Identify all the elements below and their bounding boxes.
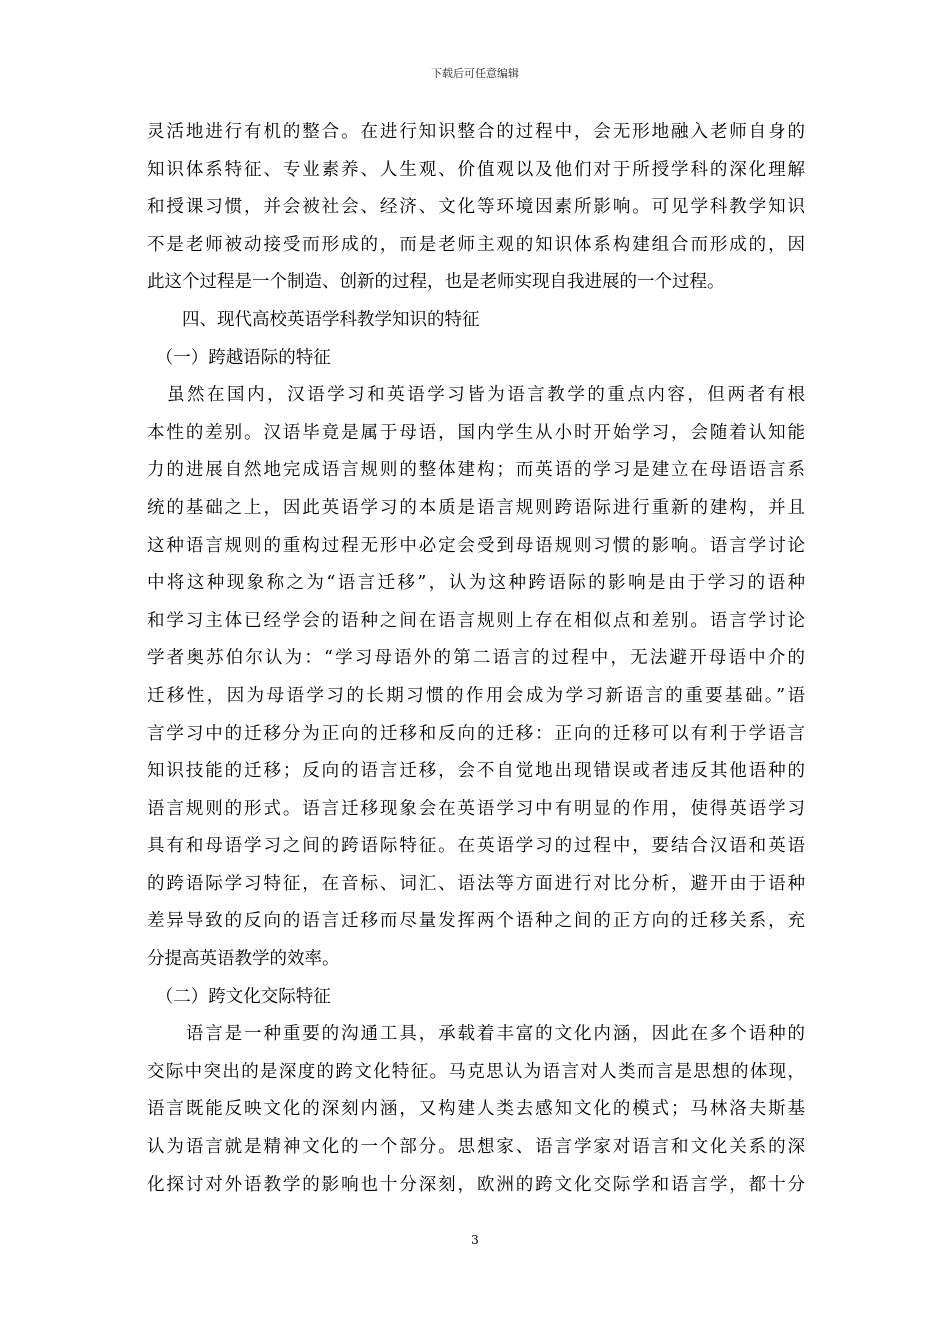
heading-line: （一）跨越语际的特征 [147, 347, 331, 368]
text-line: 知识体系特征、专业素养、人生观、价值观以及他们对于所授学科的深化理解 [147, 159, 805, 180]
paragraph [147, 1016, 805, 1204]
section-heading [147, 302, 805, 340]
subsection-heading [147, 340, 805, 378]
heading-line: （二）跨文化交际特征 [147, 986, 331, 1007]
text-line: 和学习主体已经学会的语种之间在语言规则上存在相似点和差别。语言学讨论 [147, 610, 805, 631]
subsection-heading [147, 979, 805, 1017]
text-line: 认为语言就是精神文化的一个部分。思想家、语言学家对语言和文化关系的深 [147, 1137, 805, 1158]
text-line: 灵活地进行有机的整合。在进行知识整合的过程中，会无形地融入老师自身的 [147, 122, 805, 142]
text-line: 分提高英语教学的效率。 [147, 949, 340, 970]
text-line: 知识技能的迁移；反向的语言迁移，会不自觉地出现错误或者违反其他语种的 [147, 761, 805, 782]
paragraph [147, 377, 805, 979]
text-line: 差异导致的反向的语言迁移而尽量发挥两个语种之间的正方向的迁移关系，充 [147, 911, 805, 932]
page-number: 3 [471, 1233, 479, 1247]
heading-line: 四、现代高校英语学科教学知识的特征 [147, 309, 480, 330]
text-line: 化探讨对外语教学的影响也十分深刻，欧洲的跨文化交际学和语言学，都十分 [147, 1174, 805, 1195]
text-line: 本性的差别。汉语毕竟是属于母语，国内学生从小时开始学习，会随着认知能 [147, 422, 805, 443]
text-line: 语言既能反映文化的深刻内涵，又构建人类去感知文化的模式；马林洛夫斯基 [147, 1099, 805, 1120]
text-line: 虽然在国内，汉语学习和英语学习皆为语言教学的重点内容，但两者有根 [147, 385, 805, 406]
text-line: 中将这种现象称之为“语言迁移”，认为这种跨语际的影响是由于学习的语种 [147, 573, 805, 594]
text-line: 不是老师被动接受而形成的，而是老师主观的知识体系构建组合而形成的，因 [147, 234, 805, 255]
text-line: 力的进展自然地完成语言规则的整体建构；而英语的学习是建立在母语语言系 [147, 460, 805, 481]
text-line: 语言规则的形式。语言迁移现象会在英语学习中有明显的作用，使得英语学习 [147, 798, 805, 819]
text-line: 具有和母语学习之间的跨语际特征。在英语学习的过程中，要结合汉语和英语 [147, 836, 805, 857]
text-line: 语言是一种重要的沟通工具，承载着丰富的文化内涵，因此在多个语种的 [147, 1024, 805, 1045]
text-line: 交际中突出的是深度的跨文化特征。马克思认为语言对人类而言是思想的体现， [147, 1061, 805, 1082]
text-line: 言学习中的迁移分为正向的迁移和反向的迁移：正向的迁移可以有利于学语言 [147, 723, 805, 744]
text-line: 迁移性，因为母语学习的长期习惯的作用会成为学习新语言的重要基础。”语 [147, 685, 805, 706]
text-line: 此这个过程是一个制造、创新的过程，也是老师实现自我进展的一个过程。 [147, 272, 725, 293]
text-line: 和授课习惯，并会被社会、经济、文化等环境因素所影响。可见学科教学知识 [147, 197, 805, 218]
paragraph [147, 114, 805, 302]
text-line: 学者奥苏伯尔认为：“学习母语外的第二语言的过程中，无法避开母语中介的 [147, 648, 805, 669]
text-line: 的跨语际学习特征，在音标、词汇、语法等方面进行对比分析，避开由于语种 [147, 873, 805, 894]
text-line: 这种语言规则的重构过程无形中必定会受到母语规则习惯的影响。语言学讨论 [147, 535, 805, 556]
document-body [147, 114, 805, 1204]
page-header: 下载后可任意编辑 [431, 67, 519, 80]
text-line: 统的基础之上，因此英语学习的本质是语言规则跨语际进行重新的建构，并且 [147, 497, 805, 518]
